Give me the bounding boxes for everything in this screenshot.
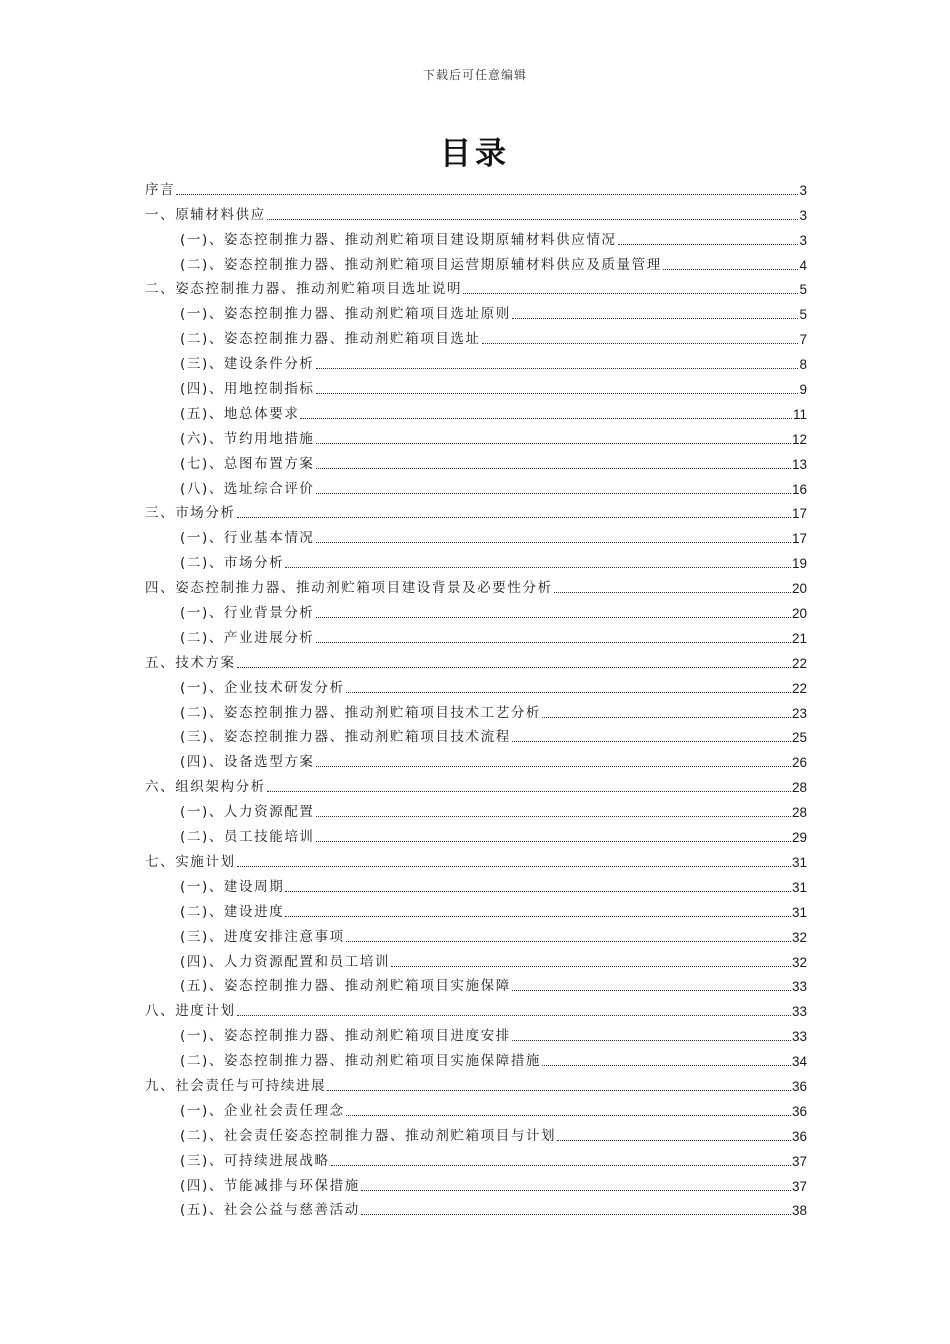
toc-entry[interactable] bbox=[145, 846, 807, 871]
toc-entry[interactable] bbox=[145, 921, 807, 946]
dot-leader bbox=[346, 691, 791, 693]
toc-entry-label: (一)、行业基本情况 bbox=[180, 530, 315, 547]
dot-leader bbox=[237, 666, 791, 668]
toc-entry-page-number: 23 bbox=[791, 705, 807, 721]
dot-leader bbox=[267, 790, 791, 792]
toc-entry-label: 四、姿态控制推力器、推动剂贮箱项目建设背景及必要性分析 bbox=[145, 580, 553, 597]
toc-entry-page-number: 3 bbox=[799, 232, 807, 248]
toc-entry[interactable] bbox=[145, 249, 807, 274]
toc-entry-label: (二)、姿态控制推力器、推动剂贮箱项目技术工艺分析 bbox=[180, 704, 542, 721]
toc-entry[interactable] bbox=[145, 298, 807, 323]
toc-entry-page-number: 31 bbox=[791, 879, 807, 895]
dot-leader bbox=[346, 940, 791, 942]
toc-entry[interactable] bbox=[145, 597, 807, 622]
dot-leader bbox=[316, 616, 791, 618]
toc-entry-page-number: 32 bbox=[791, 929, 807, 945]
dot-leader bbox=[327, 1089, 791, 1091]
toc-entry[interactable] bbox=[145, 274, 807, 299]
toc-entry-page-number: 25 bbox=[791, 730, 807, 746]
toc-entry[interactable] bbox=[145, 1070, 807, 1095]
dot-leader bbox=[554, 591, 791, 593]
toc-entry-page-number: 20 bbox=[791, 606, 807, 622]
toc-entry[interactable] bbox=[145, 995, 807, 1020]
toc-entry[interactable] bbox=[145, 373, 807, 398]
dot-leader bbox=[316, 840, 791, 842]
dot-leader bbox=[316, 467, 791, 469]
toc-entry[interactable] bbox=[145, 498, 807, 523]
dot-leader bbox=[512, 740, 791, 742]
dot-leader bbox=[316, 815, 791, 817]
toc-entry-page-number: 33 bbox=[791, 1004, 807, 1020]
toc-entry-page-number: 16 bbox=[791, 481, 807, 497]
toc-entry-page-number: 36 bbox=[791, 1128, 807, 1144]
toc-entry[interactable] bbox=[145, 1145, 807, 1170]
toc-entry-page-number: 28 bbox=[791, 805, 807, 821]
toc-entry-label: (四)、用地控制指标 bbox=[180, 381, 315, 398]
toc-entry-label: (一)、行业背景分析 bbox=[180, 605, 315, 622]
dot-leader bbox=[542, 1064, 791, 1066]
dot-leader bbox=[176, 193, 798, 195]
toc-entry-label: (二)、姿态控制推力器、推动剂贮箱项目运营期原辅材料供应及质量管理 bbox=[180, 256, 662, 273]
toc-entry-page-number: 38 bbox=[791, 1203, 807, 1219]
toc-entry-label: 八、进度计划 bbox=[145, 1003, 236, 1020]
toc-entry[interactable] bbox=[145, 722, 807, 747]
toc-entry-label: (四)、人力资源配置和员工培训 bbox=[180, 953, 391, 970]
toc-entry-label: 二、姿态控制推力器、推动剂贮箱项目选址说明 bbox=[145, 281, 463, 298]
toc-entry-label: 三、市场分析 bbox=[145, 505, 236, 522]
toc-entry-label: (一)、姿态控制推力器、推动剂贮箱项目建设期原辅材料供应情况 bbox=[180, 231, 617, 248]
toc-entry-page-number: 21 bbox=[791, 630, 807, 646]
toc-entry-page-number: 34 bbox=[791, 1054, 807, 1070]
toc-entry-label: (四)、设备选型方案 bbox=[180, 754, 315, 771]
toc-entry-label: (三)、可持续进展战略 bbox=[180, 1152, 330, 1169]
toc-entry-label: (一)、姿态控制推力器、推动剂贮箱项目选址原则 bbox=[180, 306, 511, 323]
toc-entry-label: (二)、姿态控制推力器、推动剂贮箱项目选址 bbox=[180, 331, 481, 348]
dot-leader bbox=[391, 965, 791, 967]
page-title: 目录 bbox=[440, 136, 510, 172]
toc-entry[interactable] bbox=[145, 796, 807, 821]
toc-entry[interactable] bbox=[145, 647, 807, 672]
toc-entry-label: 七、实施计划 bbox=[145, 853, 236, 870]
toc-entry-label: (五)、地总体要求 bbox=[180, 405, 300, 422]
toc-entry[interactable] bbox=[145, 971, 807, 996]
toc-entry-page-number: 11 bbox=[792, 406, 807, 422]
toc-entry-label: (七)、总图布置方案 bbox=[180, 455, 315, 472]
toc-entry[interactable] bbox=[145, 1170, 807, 1195]
toc-entry-page-number: 26 bbox=[791, 755, 807, 771]
toc-entry[interactable] bbox=[145, 398, 807, 423]
toc-entry[interactable] bbox=[145, 323, 807, 348]
toc-entry-page-number: 36 bbox=[791, 1078, 807, 1094]
toc-entry[interactable] bbox=[145, 572, 807, 597]
toc-entry[interactable] bbox=[145, 771, 807, 796]
toc-entry[interactable] bbox=[145, 224, 807, 249]
dot-leader bbox=[316, 765, 791, 767]
toc-entry[interactable] bbox=[145, 473, 807, 498]
header-note: 下载后可任意编辑 bbox=[422, 68, 527, 82]
toc-entry-label: (一)、人力资源配置 bbox=[180, 804, 315, 821]
toc-entry-page-number: 33 bbox=[791, 979, 807, 995]
toc-entry[interactable] bbox=[145, 946, 807, 971]
toc-entry[interactable] bbox=[145, 522, 807, 547]
toc-entry-label: (二)、姿态控制推力器、推动剂贮箱项目实施保障措施 bbox=[180, 1053, 542, 1070]
dot-leader bbox=[542, 716, 791, 718]
toc-entry-page-number: 19 bbox=[791, 556, 807, 572]
dot-leader bbox=[512, 317, 799, 319]
toc-entry[interactable] bbox=[145, 348, 807, 373]
dot-leader bbox=[285, 890, 791, 892]
toc-entry[interactable] bbox=[145, 622, 807, 647]
toc-entry[interactable] bbox=[145, 672, 807, 697]
toc-entry-label: (五)、社会公益与慈善活动 bbox=[180, 1202, 360, 1219]
dot-leader bbox=[618, 243, 799, 245]
toc-entry-label: (二)、建设进度 bbox=[180, 903, 285, 920]
toc-entry-page-number: 3 bbox=[799, 182, 807, 198]
dot-leader bbox=[557, 1139, 791, 1141]
toc-entry-page-number: 3 bbox=[799, 207, 807, 223]
dot-leader bbox=[267, 218, 799, 220]
dot-leader bbox=[316, 541, 791, 543]
toc-entry[interactable] bbox=[145, 1045, 807, 1070]
toc-entry-label: (一)、企业技术研发分析 bbox=[180, 679, 345, 696]
dot-leader bbox=[346, 1114, 791, 1116]
dot-leader bbox=[285, 915, 791, 917]
toc-entry[interactable] bbox=[145, 1020, 807, 1045]
toc-entry-label: (二)、市场分析 bbox=[180, 555, 285, 572]
toc-entry[interactable] bbox=[145, 448, 807, 473]
toc-entry-label: (一)、企业社会责任理念 bbox=[180, 1102, 345, 1119]
dot-leader bbox=[237, 865, 791, 867]
toc-entry[interactable] bbox=[145, 871, 807, 896]
toc-entry-label: (一)、姿态控制推力器、推动剂贮箱项目进度安排 bbox=[180, 1028, 511, 1045]
toc-entry-page-number: 13 bbox=[791, 456, 807, 472]
toc-entry-label: (三)、姿态控制推力器、推动剂贮箱项目技术流程 bbox=[180, 729, 511, 746]
dot-leader bbox=[316, 442, 791, 444]
toc-entry-label: 五、技术方案 bbox=[145, 654, 236, 671]
toc-entry[interactable] bbox=[145, 896, 807, 921]
toc-entry-page-number: 22 bbox=[791, 680, 807, 696]
toc-entry[interactable] bbox=[145, 697, 807, 722]
dot-leader bbox=[300, 417, 792, 419]
dot-leader bbox=[512, 989, 791, 991]
toc-entry[interactable] bbox=[145, 1120, 807, 1145]
toc-entry-label: (四)、节能减排与环保措施 bbox=[180, 1177, 360, 1194]
toc-entry-page-number: 37 bbox=[791, 1153, 807, 1169]
toc-entry[interactable] bbox=[145, 821, 807, 846]
toc-entry-label: 一、原辅材料供应 bbox=[145, 206, 266, 223]
dot-leader bbox=[361, 1189, 791, 1191]
toc-entry-label: (二)、员工技能培训 bbox=[180, 829, 315, 846]
dot-leader bbox=[361, 1213, 791, 1215]
dot-leader bbox=[316, 492, 791, 494]
toc-entry-label: (一)、建设周期 bbox=[180, 878, 285, 895]
toc-entry-page-number: 28 bbox=[791, 780, 807, 796]
toc-entry-page-number: 12 bbox=[791, 431, 807, 447]
toc-entry-label: (六)、节约用地措施 bbox=[180, 430, 315, 447]
toc-entry-label: (二)、产业进展分析 bbox=[180, 629, 315, 646]
toc-entry-page-number: 32 bbox=[791, 954, 807, 970]
toc-entry-page-number: 29 bbox=[791, 830, 807, 846]
toc-entry-label: 九、社会责任与可持续进展 bbox=[145, 1077, 327, 1094]
dot-leader bbox=[463, 292, 798, 294]
toc-entry-page-number: 22 bbox=[791, 655, 807, 671]
toc-entry-page-number: 8 bbox=[799, 357, 807, 373]
toc-entry[interactable] bbox=[145, 423, 807, 448]
toc-entry[interactable] bbox=[145, 547, 807, 572]
dot-leader bbox=[316, 367, 799, 369]
dot-leader bbox=[237, 516, 791, 518]
toc-entry-label: 六、组织架构分析 bbox=[145, 779, 266, 796]
toc-entry[interactable] bbox=[145, 1195, 807, 1220]
toc-entry-page-number: 9 bbox=[799, 382, 807, 398]
toc-entry-page-number: 37 bbox=[791, 1178, 807, 1194]
toc-entry-page-number: 31 bbox=[791, 854, 807, 870]
toc-entry-page-number: 36 bbox=[791, 1103, 807, 1119]
toc-entry-label: (二)、社会责任姿态控制推力器、推动剂贮箱项目与计划 bbox=[180, 1127, 557, 1144]
toc-entry-page-number: 5 bbox=[799, 307, 807, 323]
dot-leader bbox=[316, 392, 799, 394]
toc-entry[interactable] bbox=[145, 174, 807, 199]
dot-leader bbox=[512, 1039, 791, 1041]
dot-leader bbox=[482, 342, 799, 344]
toc-entry-page-number: 17 bbox=[791, 531, 807, 547]
dot-leader bbox=[237, 1014, 791, 1016]
toc-entry-page-number: 31 bbox=[791, 904, 807, 920]
toc-entry-label: (三)、进度安排注意事项 bbox=[180, 928, 345, 945]
toc-entry-label: 序言 bbox=[145, 181, 176, 198]
toc-entry-page-number: 5 bbox=[799, 282, 807, 298]
table-of-contents bbox=[145, 174, 807, 1219]
dot-leader bbox=[316, 641, 791, 643]
toc-entry[interactable] bbox=[145, 199, 807, 224]
toc-entry-label: (八)、选址综合评价 bbox=[180, 480, 315, 497]
toc-entry-page-number: 33 bbox=[791, 1029, 807, 1045]
dot-leader bbox=[285, 566, 791, 568]
toc-entry[interactable] bbox=[145, 1095, 807, 1120]
dot-leader bbox=[663, 268, 799, 270]
toc-entry-page-number: 4 bbox=[799, 257, 807, 273]
toc-entry-page-number: 17 bbox=[791, 506, 807, 522]
dot-leader bbox=[331, 1164, 791, 1166]
toc-entry-page-number: 20 bbox=[791, 581, 807, 597]
toc-entry-page-number: 7 bbox=[799, 332, 807, 348]
toc-entry-label: (三)、建设条件分析 bbox=[180, 356, 315, 373]
toc-entry-label: (五)、姿态控制推力器、推动剂贮箱项目实施保障 bbox=[180, 978, 511, 995]
toc-entry[interactable] bbox=[145, 746, 807, 771]
